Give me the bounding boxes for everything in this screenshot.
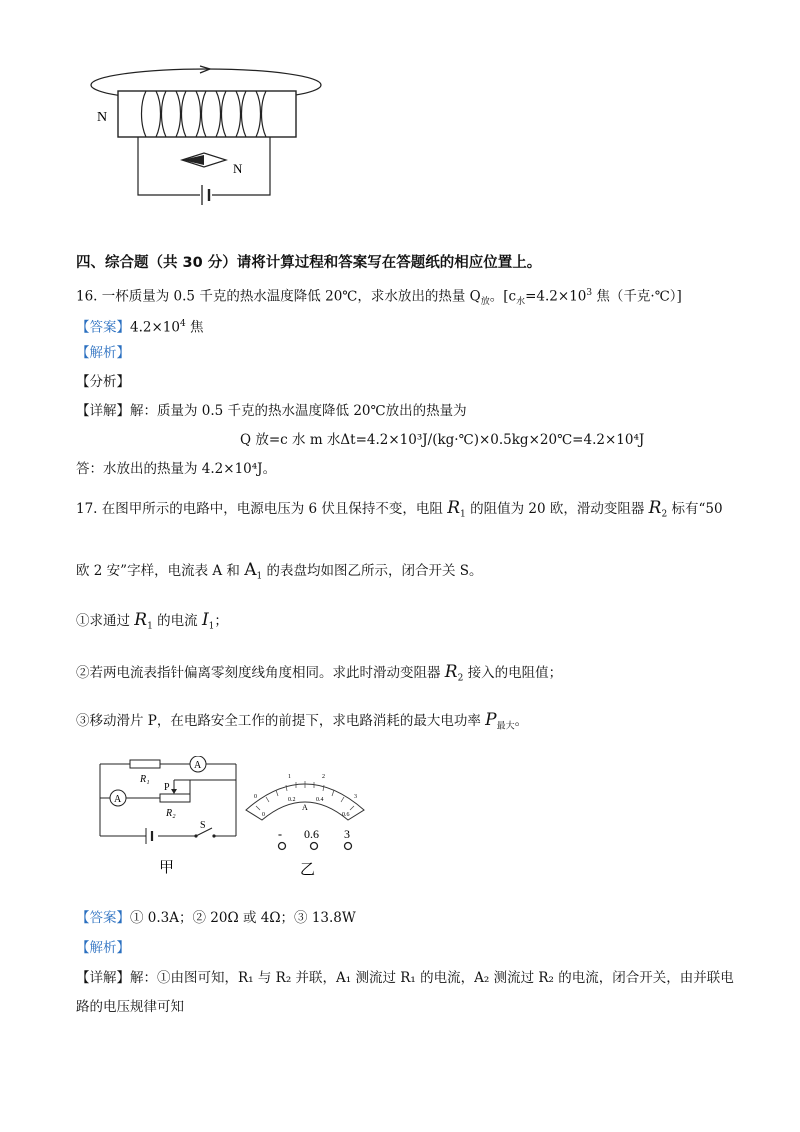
section-title: 四、综合题（共 30 分）请将计算过程和答案写在答题纸的相应位置上。 bbox=[76, 255, 542, 271]
dial-bottom-scale-3: 0.6 bbox=[342, 812, 350, 818]
question-17-item-1: ①求通过 $R_1$ 的电流 $I_1$； bbox=[76, 610, 228, 632]
ammeter-a1-label: A bbox=[114, 794, 122, 805]
question-17-analysis-tag: 【解析】 bbox=[76, 940, 130, 956]
ammeter-dial-figure bbox=[240, 758, 370, 878]
figure-caption-jia: 甲 bbox=[159, 860, 175, 876]
pole-label: N bbox=[97, 110, 108, 125]
question-16-stem: 16. 一杯质量为 0.5 千克的热水温度降低 20℃，求水放出的热量 $Q_放$。[$c_水=4.2\times 10^3$ 焦（千克·℃）] bbox=[76, 288, 682, 308]
question-17-detail-line-1: 【详解】解：①由图可知，R₁ 与 R₂ 并联，A₁ 测流过 R₁ 的电流，A₂ 测流过 R₂ 的电流，闭合开关，由并联电 bbox=[76, 970, 734, 986]
question-16-fenxi-tag: 【分析】 bbox=[76, 374, 130, 390]
r1-label: R₁ bbox=[140, 774, 150, 785]
question-17-answer: 【答案】① 0.3A；② 20Ω 或 4Ω；③ 13.8W bbox=[76, 910, 356, 926]
question-16-answer: 【答案】$4.2\times 10^4$ 焦 bbox=[76, 319, 204, 336]
dial-top-scale-2: 2 bbox=[322, 774, 325, 780]
dial-top-scale-0: 0 bbox=[254, 794, 257, 800]
terminal-label-3: 3 bbox=[344, 827, 350, 841]
compass-pole-label: N bbox=[233, 161, 243, 176]
ammeter-a-label: A bbox=[194, 760, 202, 771]
solenoid-figure bbox=[88, 58, 338, 208]
dial-top-scale-3: 3 bbox=[354, 794, 357, 800]
terminal-label-negative: - bbox=[278, 827, 282, 841]
question-16-analysis-tag: 【解析】 bbox=[76, 345, 130, 361]
question-17-detail-line-2: 路的电压规律可知 bbox=[76, 999, 184, 1015]
dial-top-scale-1: 1 bbox=[288, 774, 291, 780]
dial-bottom-scale-0: 0 bbox=[262, 812, 265, 818]
terminal-label-0-6: 0.6 bbox=[304, 827, 319, 841]
question-16-detail: 【详解】解：质量为 0.5 千克的热水温度降低 20℃放出的热量为 bbox=[76, 403, 467, 419]
dial-bottom-scale-2: 0.4 bbox=[316, 797, 324, 803]
dial-unit-label: A bbox=[302, 803, 308, 812]
question-17-line-2: 欧 2 安”字样，电流表 A 和 $A_1$ 的表盘均如图乙所示，闭合开关 S。 bbox=[76, 560, 483, 582]
question-16-formula: Q 放=c 水 m 水Δt=4.2×10³J/(kg·℃)×0.5kg×20℃=4.2×10⁴J bbox=[240, 432, 645, 448]
question-17-item-3: ③移动滑片 P，在电路安全工作的前提下，求电路消耗的最大电功率 $P_{最大}$。 bbox=[76, 710, 529, 732]
switch-s-label: S bbox=[200, 820, 206, 831]
question-16-conclusion: 答：水放出的热量为 4.2×10⁴J。 bbox=[76, 461, 277, 477]
r2-label: R₂ bbox=[166, 808, 176, 819]
figure-caption-yi: 乙 bbox=[300, 862, 316, 878]
question-17-line-1: 17. 在图甲所示的电路中，电源电压为 6 伏且保持不变，电阻 $R_1$ 的阻值为 20 欧，滑动变阻器 $R_2$ 标有“50 bbox=[76, 498, 723, 520]
slider-p-label: P bbox=[164, 782, 170, 793]
circuit-figure bbox=[94, 756, 244, 876]
dial-bottom-scale-1: 0.2 bbox=[288, 797, 296, 803]
question-17-item-2: ②若两电流表指针偏离零刻度线角度相同。求此时滑动变阻器 $R_2$ 接入的电阻值； bbox=[76, 662, 563, 684]
